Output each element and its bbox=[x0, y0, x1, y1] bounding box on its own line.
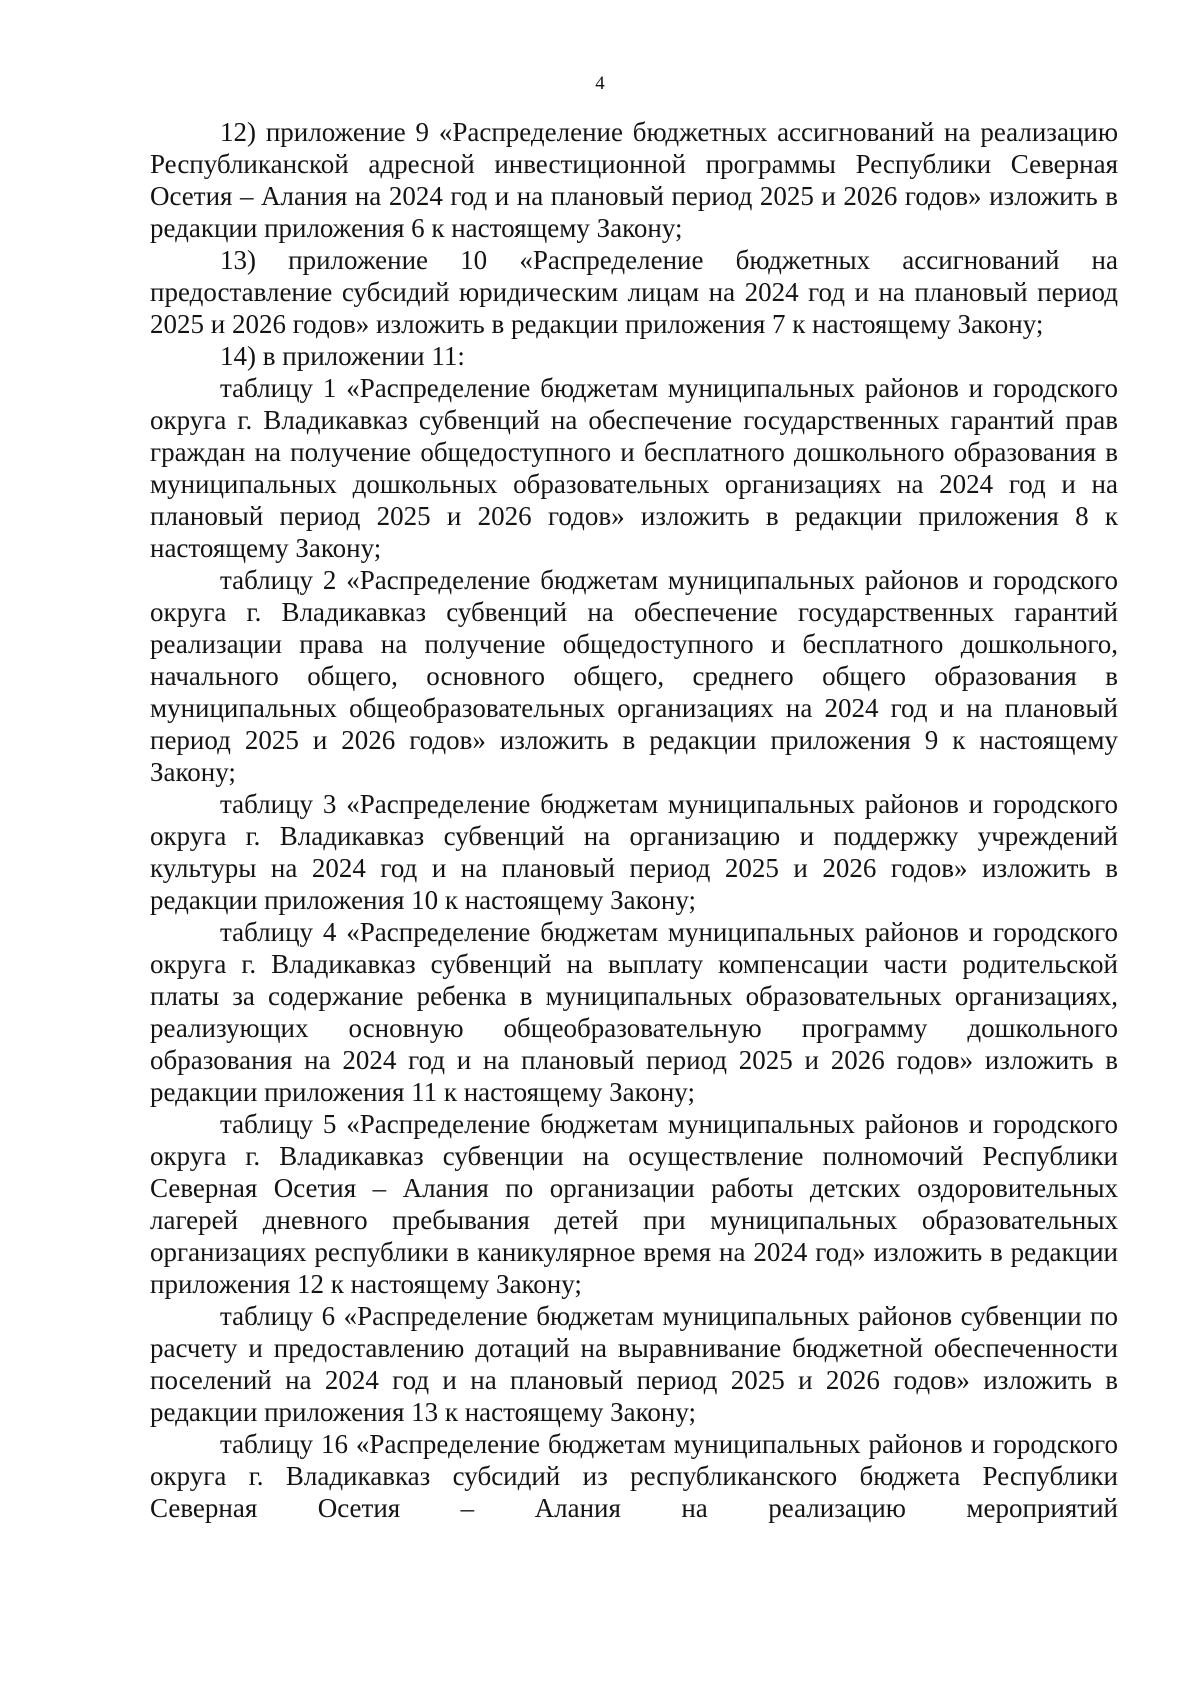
paragraph-table-1: таблицу 1 «Распределение бюджетам муниципальных районов и городского округа г. Владикавказ субвенций на обеспечение государственных гарантий прав граждан на получение общедоступного и бесплатного дошкольного образования в муниципальных дошкольных образовательных организациях на 2024 год и на плановый период 2025 и 2026 годов» изложить в редакции приложения 8 к настоящему Закону; bbox=[150, 373, 1118, 563]
paragraph-item-12: 12) приложение 9 «Распределение бюджетных ассигнований на реализацию Республиканской адресной инвестиционной программы Республики Северная Осетия – Алания на 2024 год и на плановый период 2025 и 2026 годов» изложить в редакции приложения 6 к настоящему Закону; bbox=[150, 117, 1118, 243]
paragraph-table-6: таблицу 6 «Распределение бюджетам муниципальных районов субвенции по расчету и предоставлению дотаций на выравнивание бюджетной обеспеченности поселений на 2024 год и на плановый период 2025 и 2026 годов» изложить в редакции приложения 13 к настоящему Закону; bbox=[150, 1301, 1118, 1427]
paragraph-table-16: таблицу 16 «Распределение бюджетам муниципальных районов и городского округа г. Владикавказ субсидий из республиканского бюджета Республики Северная Осетия – Алания на реализацию мероприятий bbox=[150, 1429, 1118, 1523]
paragraph-table-3: таблицу 3 «Распределение бюджетам муниципальных районов и городского округа г. Владикавказ субвенций на организацию и поддержку учреждений культуры на 2024 год и на плановый период 2025 и 2026 годов» изложить в редакции приложения 10 к настоящему Закону; bbox=[150, 789, 1118, 915]
paragraph-table-5: таблицу 5 «Распределение бюджетам муниципальных районов и городского округа г. Владикавказ субвенции на осуществление полномочий Республики Северная Осетия – Алания по организации работы детских оздоровительных лагерей дневного пребывания детей при муниципальных образовательных организациях республики в каникулярное время на 2024 год» изложить в редакции приложения 12 к настоящему Закону; bbox=[150, 1109, 1118, 1299]
paragraph-item-13: 13) приложение 10 «Распределение бюджетных ассигнований на предоставление субсидий юридическим лицам на 2024 год и на плановый период 2025 и 2026 годов» изложить в редакции приложения 7 к настоящему Закону; bbox=[150, 245, 1118, 339]
paragraph-table-2: таблицу 2 «Распределение бюджетам муниципальных районов и городского округа г. Владикавказ субвенций на обеспечение государственных гарантий реализации права на получение общедоступного и бесплатного дошкольного, начального общего, основного общего, среднего общего образования в муниципальных общеобразовательных организациях на 2024 год и на плановый период 2025 и 2026 годов» изложить в редакции приложения 9 к настоящему Закону; bbox=[150, 565, 1118, 787]
paragraph-item-14: 14) в приложении 11: bbox=[220, 341, 465, 371]
page-number: 4 bbox=[595, 73, 605, 94]
paragraph-table-4: таблицу 4 «Распределение бюджетам муниципальных районов и городского округа г. Владикавказ субвенций на выплату компенсации части родительской платы за содержание ребенка в муниципальных образовательных организациях, реализующих основную общеобразовательную программу дошкольного образования на 2024 год и на плановый период 2025 и 2026 годов» изложить в редакции приложения 11 к настоящему Закону; bbox=[150, 917, 1118, 1107]
document-body bbox=[150, 116, 1118, 1524]
